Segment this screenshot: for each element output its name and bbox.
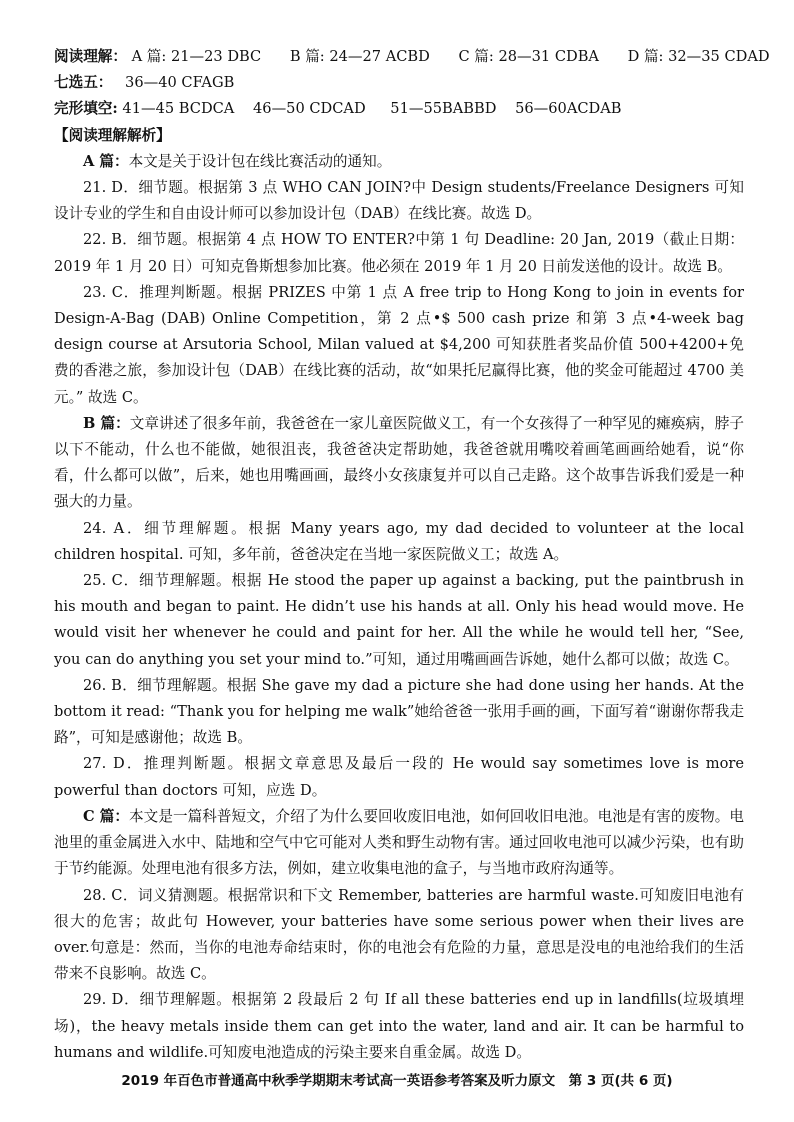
reading-answer-b: B 篇: 24—27 ACBD <box>289 48 430 65</box>
cloze-answers-row <box>54 96 744 122</box>
reading-answer-a: A 篇: 21—23 DBC <box>131 48 262 65</box>
answer-page <box>54 44 770 1066</box>
seven-choose-five-row <box>54 70 744 96</box>
reading-answers-row <box>54 44 770 70</box>
cloze-answer-2: 46—50 CDCAD <box>253 100 366 118</box>
explanation-21: 21. D．细节题。根据第 3 点 WHO CAN JOIN?中 Design students/Freelance Designers 可知设计专业的学生和自由设计师可以参加设计包（DAB）在线比赛。故选 D。 <box>54 179 744 223</box>
cloze-answer-4: 56—60ACDAB <box>515 100 622 118</box>
explanation-29: 29. D．细节理解题。根据第 2 段最后 2 句 If all these batteries end up in landfills(垃圾填埋场)，the heavy metals inside them can get into the water, land and air. It can be harmful to humans and wildlife.可知废电池造成的污染主要来自重金属。故选 D。 <box>54 991 744 1061</box>
section-title: 【阅读理解解析】 <box>54 126 171 144</box>
passage-c-text: 本文是一篇科普短文，介绍了为什么要回收废旧电池，如何回收旧电池。电池是有害的废物。电池里的重金属进入水中、陆地和空气中它可能对人类和野生动物有害。通过回收电池可以减少污染，也有助于节约能源。处理电池有很多方法，例如，建立收集电池的盒子，与当地市政府沟通等。 <box>54 807 744 878</box>
passage-a-label: A 篇： <box>83 152 129 170</box>
cloze-answer-3: 51—55BABBD <box>390 100 497 118</box>
reading-answer-c: C 篇: 28—31 CDBA <box>458 48 599 65</box>
passage-c-summary <box>54 804 744 883</box>
reading-answers-label: 阅读理解： <box>54 48 127 65</box>
seven-choose-five-label: 七选五： <box>54 74 113 92</box>
passage-a-text: 本文是关于设计包在线比赛活动的通知。 <box>128 152 392 170</box>
passage-b-summary <box>54 411 744 516</box>
explanation-22: 22. B．细节题。根据第 4 点 HOW TO ENTER?中第 1 句 Deadline: 20 Jan, 2019（截止日期：2019 年 1 月 20 日）可知克鲁斯想参加比赛。他必须在 2019 年 1 月 20 日前发送他的设计。故选 B。 <box>54 231 744 275</box>
passage-c-label: C 篇： <box>83 807 130 825</box>
cloze-label: 完形填空: <box>54 100 118 118</box>
explanation-25: 25. C．细节理解题。根据 He stood the paper up against a backing, put the paintbrush in his mouth and began to paint. He didn’t use his hands at all. Only his head would move. He would visit her whenever he could and paint for her. All the while he would tell her, “See, you can do anything you set your mind to.”可知，通过用嘴画画告诉她，她什么都可以做；故选 C。 <box>54 572 744 668</box>
reading-answer-d: D 篇: 32—35 CDAD <box>627 48 770 65</box>
explanation-24: 24. A．细节理解题。根据 Many years ago, my dad decided to volunteer at the local children hospital. 可知，多年前，爸爸决定在当地一家医院做义工；故选 A。 <box>54 519 744 563</box>
passage-a-summary <box>54 149 744 175</box>
cloze-answer-1: 41—45 BCDCA <box>122 100 235 118</box>
passage-b-label: B 篇： <box>83 414 130 432</box>
explanation-27: 27. D．推理判断题。根据文章意思及最后一段的 He would say sometimes love is more powerful than doctors 可知，应选 D。 <box>54 755 744 799</box>
passage-b-text: 文章讲述了很多年前，我爸爸在一家儿童医院做义工，有一个女孩得了一种罕见的瘫痪病，脖子以下不能动，什么也不能做，她很沮丧，我爸爸决定帮助她，我爸爸就用嘴咬着画笔画画给她看，说“你看，什么都可以做”，后来，她也用嘴画画，最终小女孩康复并可以自己走路。这个故事告诉我们爱是一种强大的力量。 <box>54 414 744 511</box>
explanation-26: 26. B．细节理解题。根据 She gave my dad a picture she had done using her hands. At the bottom it read: “Thank you for helping me walk”她给爸爸一张用手画的画，下面写着“谢谢你帮我走路”，可知是感谢他；故选 B。 <box>54 676 744 747</box>
page-footer: 2019 年百色市普通高中秋季学期期末考试高一英语参考答案及听力原文 第 3 页(共 6 页) <box>121 1073 673 1089</box>
explanation-23: 23. C．推理判断题。根据 PRIZES 中第 1 点 A free trip to Hong Kong to join in events for Design-A-Bag (DAB) Online Competition，第 2 点•$ 500 cash prize 和第 3 点•4-week bag design course at Arsutoria School, Milan valued at $4,200 可知获胜者奖品价值 500+4200+免费的香港之旅，参加设计包（DAB）在线比赛的活动，故“如果托尼赢得比赛，他的奖金可能超过 4700 美元。” 故选 C。 <box>54 283 744 406</box>
seven-choose-five-answer: 36—40 CFAGB <box>125 74 235 92</box>
explanation-28: 28. C．词义猜测题。根据常识和下文 Remember, batteries are harmful waste.可知废旧电池有很大的危害；故此句 However, your batteries have some serious power when their lives are over.句意是：然而，当你的电池寿命结束时，你的电池会有危险的力量，意思是没电的电池给我们的生活带来不良影响。故选 C。 <box>54 886 744 983</box>
